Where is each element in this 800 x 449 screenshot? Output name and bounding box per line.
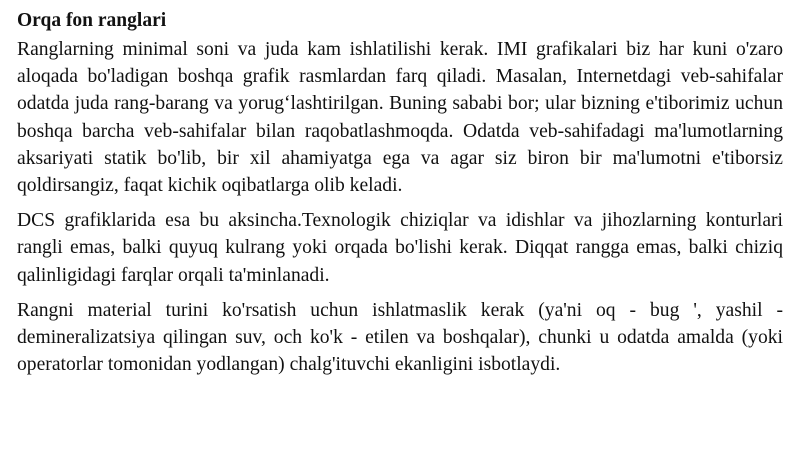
paragraph-1: Ranglarning minimal soni va juda kam ishlatilishi kerak. IMI grafikalari biz har kuni o'zaro aloqada bo'ladigan boshqa grafik rasmlardan farq qiladi. Masalan, Internetdagi veb-sahifalar odatda juda rang-barang va yorug‘lashtirilgan. Buning sababi bor; ular bizning e'tiborimiz uchun boshqa barcha veb-sahifalar bilan raqobatlashmoqda. Odatda veb-sahifadagi ma'lumotlarning aksariyati statik bo'lib, bir xil ahamiyatga ega va agar siz biron bir ma'lumotni e'tiborsiz qoldirsangiz, faqat kichik oqibatlarga olib keladi. — [17, 39, 783, 197]
document-page — [17, 8, 783, 378]
section-heading: Orqa fon ranglari — [17, 10, 167, 31]
paragraph-3: Rangni material turini ko'rsatish uchun ishlatmaslik kerak (ya'ni oq - bug ', yashil - demineralizatsiya qilingan suv, och ko'k - etilen va boshqalar), chunki u odatda amalda (yoki operatorlar tomonidan yodlangan) chalg'ituvchi ekanligini isbotlaydi. — [17, 299, 783, 376]
paragraph-2: DCS grafiklarida esa bu aksincha.Texnologik chiziqlar va idishlar va jihozlarning konturlari rangli emas, balki quyuq kulrang yoki orqada bo'lishi kerak. Diqqat rangga emas, balki chiziq qalinligidagi farqlar orqali ta'minlanadi. — [17, 210, 783, 286]
